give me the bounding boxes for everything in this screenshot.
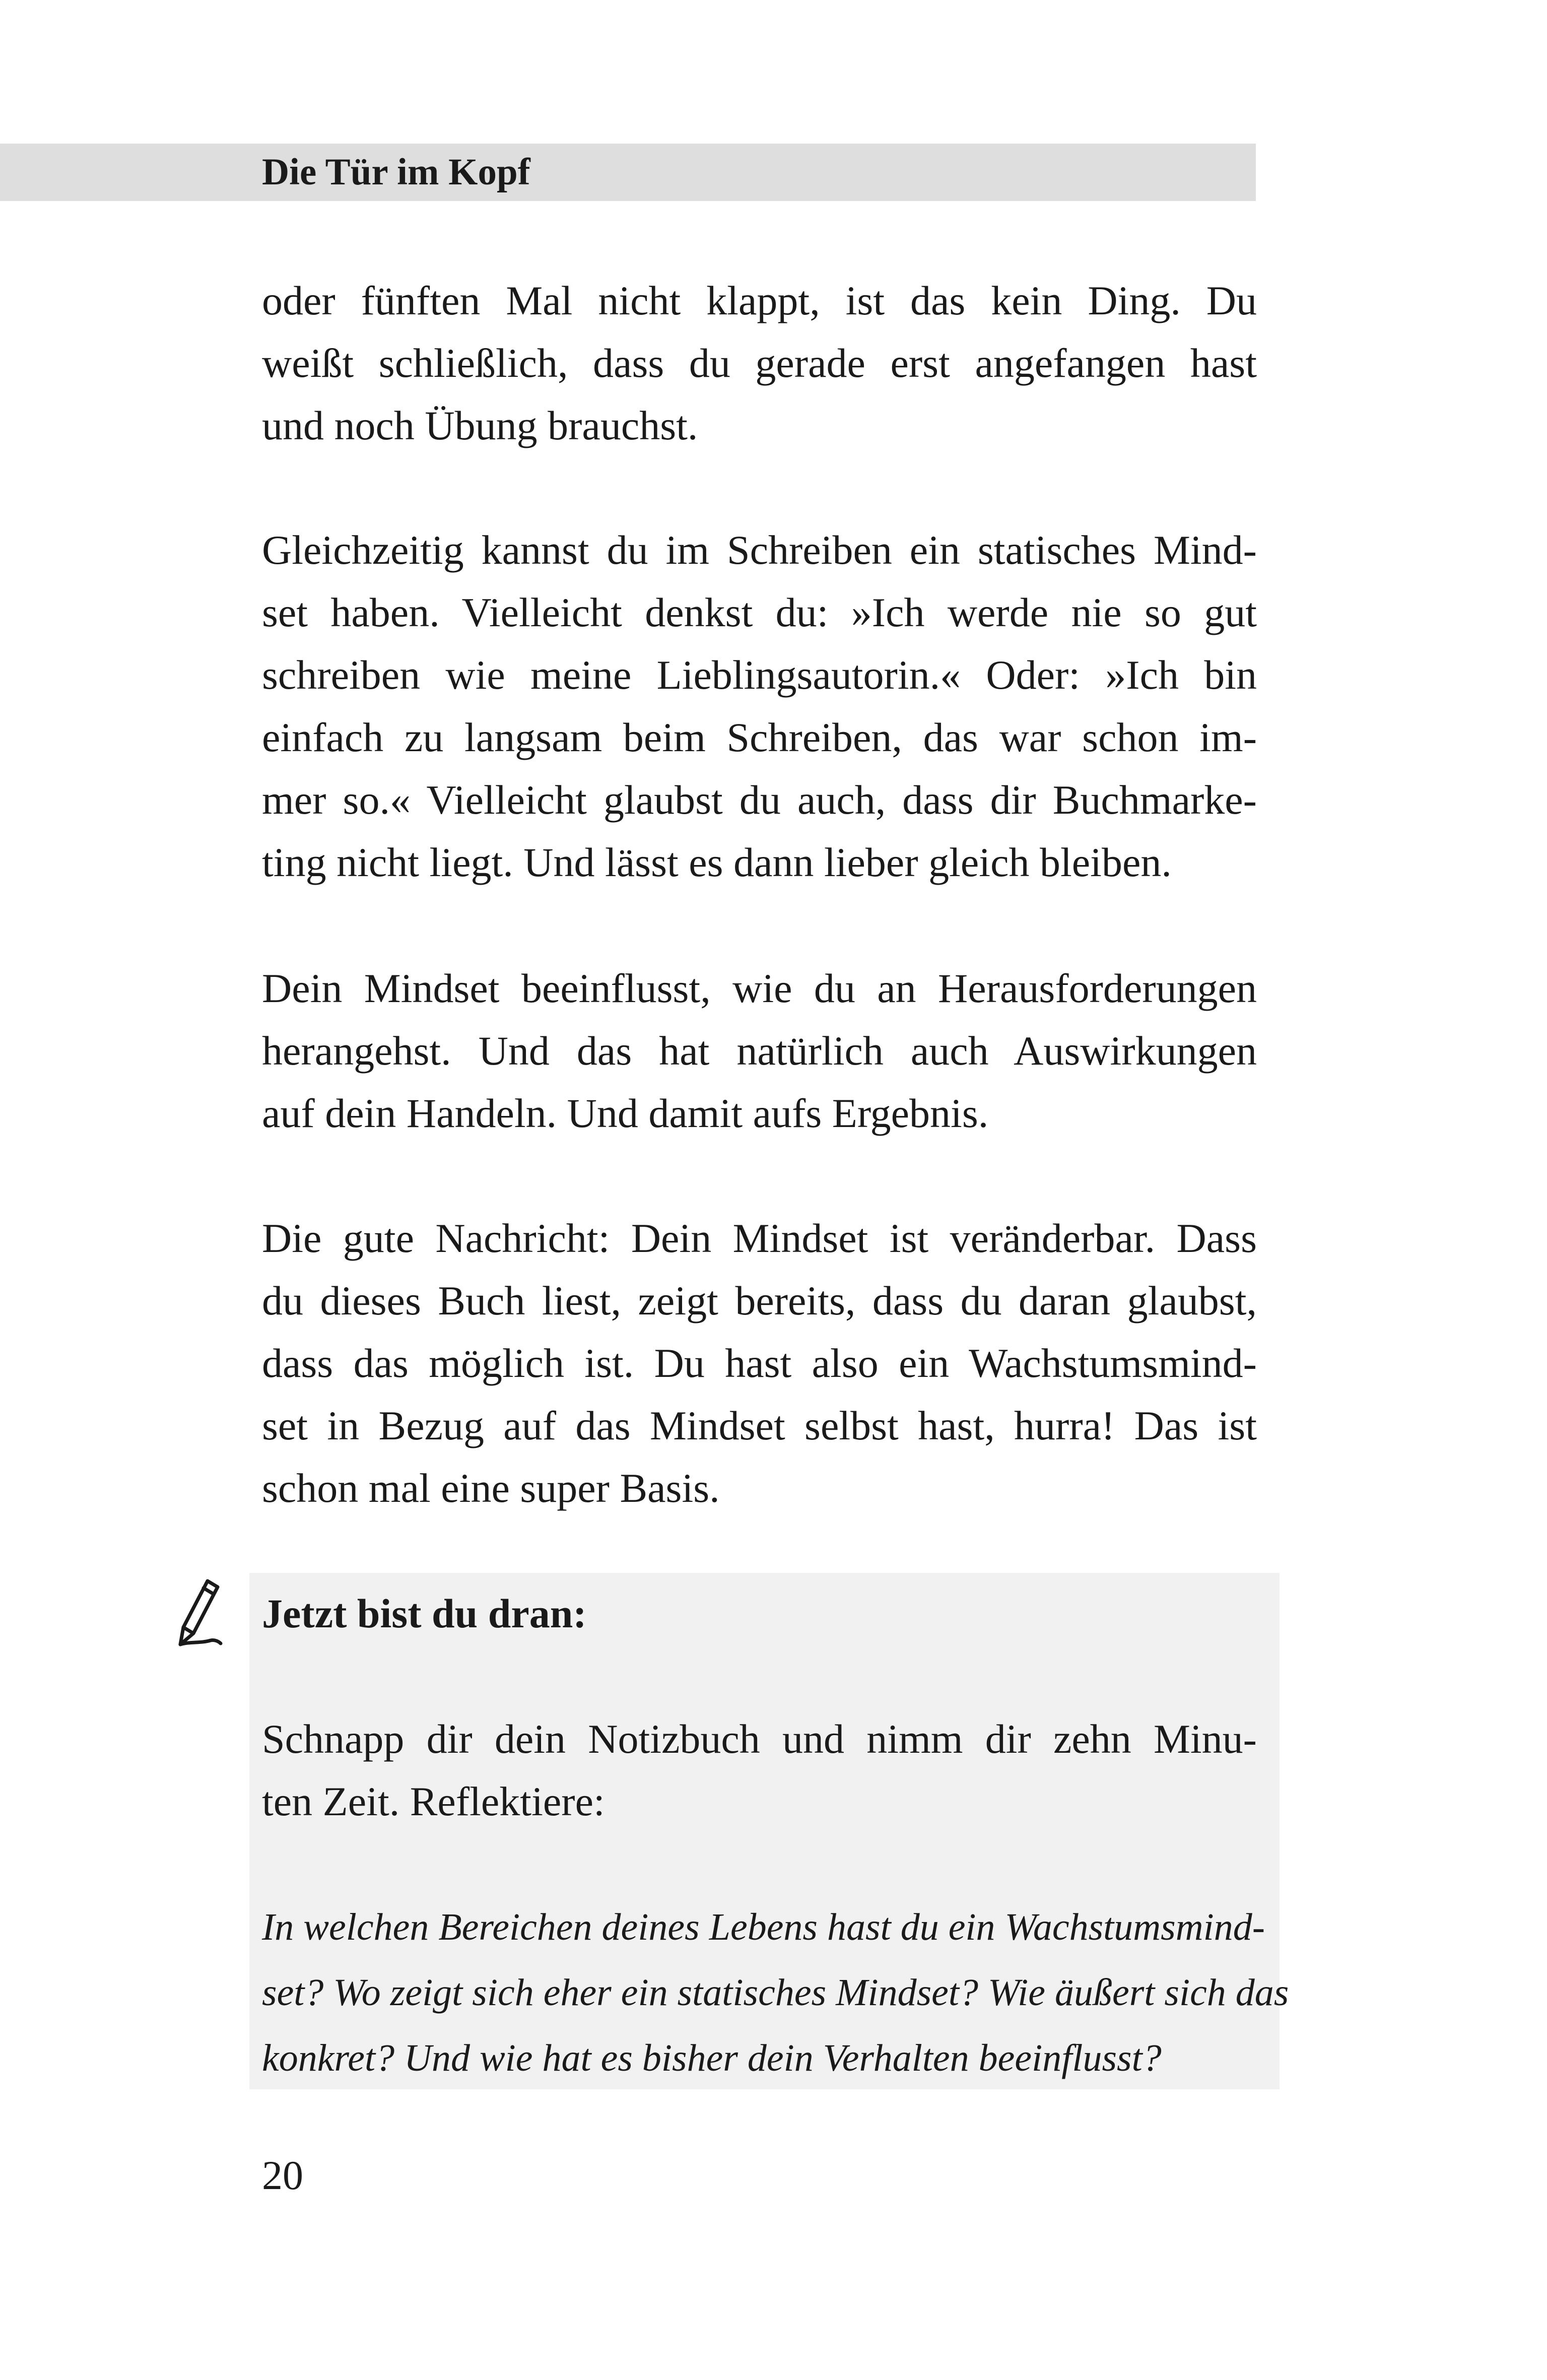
paragraph-line: und noch Übung brauchst. — [262, 403, 698, 448]
paragraph-line: einfach zu langsam beim Schreiben, das war schon im- — [262, 714, 1257, 760]
paragraph-line: schreiben wie meine Lieblingsautorin.« Oder: »Ich bin — [262, 652, 1257, 698]
paragraph-line: oder fünften Mal nicht klappt, ist das kein Ding. Du — [262, 278, 1257, 323]
question-line: set? Wo zeigt sich eher ein statisches Mindset? Wie äußert sich das — [262, 1971, 1289, 2014]
paragraph-line: dass das möglich ist. Du hast also ein Wachstumsmind- — [262, 1340, 1257, 1386]
pencil-icon — [175, 1577, 224, 1651]
paragraph-line: du dieses Buch liest, zeigt bereits, dass du daran glaubst, — [262, 1278, 1257, 1324]
paragraph-line: ting nicht liegt. Und lässt es dann lieber gleich bleiben. — [262, 839, 1172, 885]
paragraph-4 — [262, 1207, 1257, 1519]
paragraph-line: auf dein Handeln. Und damit aufs Ergebnis. — [262, 1090, 989, 1136]
paragraph-line: set in Bezug auf das Mindset selbst hast, hurra! Das ist — [262, 1403, 1257, 1448]
page-number: 20 — [262, 2152, 303, 2198]
paragraph-2 — [262, 519, 1257, 894]
paragraph-line: set haben. Vielleicht denkst du: »Ich werde nie so gut — [262, 589, 1257, 635]
paragraph-line: weißt schließlich, dass du gerade erst angefangen hast — [262, 340, 1257, 386]
paragraph-line: Gleichzeitig kannst du im Schreiben ein statisches Mind- — [262, 527, 1257, 573]
instruction-line: ten Zeit. Reflektiere: — [262, 1778, 605, 1824]
paragraph-line: mer so.« Vielleicht glaubst du auch, dass dir Buchmarke- — [262, 777, 1257, 823]
paragraph-line: Dein Mindset beeinflusst, wie du an Herausforderungen — [262, 965, 1257, 1011]
running-head-bar — [0, 144, 1256, 201]
paragraph-1 — [262, 270, 1257, 457]
question-line: konkret? Und wie hat es bisher dein Verhalten beeinflusst? — [262, 2037, 1162, 2079]
paragraph-line: herangehst. Und das hat natürlich auch Auswirkungen — [262, 1028, 1257, 1074]
paragraph-3 — [262, 957, 1257, 1145]
instruction-line: Schnapp dir dein Notizbuch und nimm dir zehn Minu- — [262, 1716, 1257, 1762]
paragraph-line: Die gute Nachricht: Dein Mindset ist veränderbar. Dass — [262, 1215, 1257, 1261]
exercise-question — [262, 1894, 1289, 2091]
question-line: In welchen Bereichen deines Lebens hast du ein Wachstumsmind- — [262, 1906, 1265, 1948]
exercise-instruction — [262, 1708, 1257, 1833]
paragraph-line: schon mal eine super Basis. — [262, 1465, 720, 1511]
exercise-title: Jetzt bist du dran: — [262, 1591, 587, 1636]
running-head: Die Tür im Kopf — [262, 151, 530, 193]
